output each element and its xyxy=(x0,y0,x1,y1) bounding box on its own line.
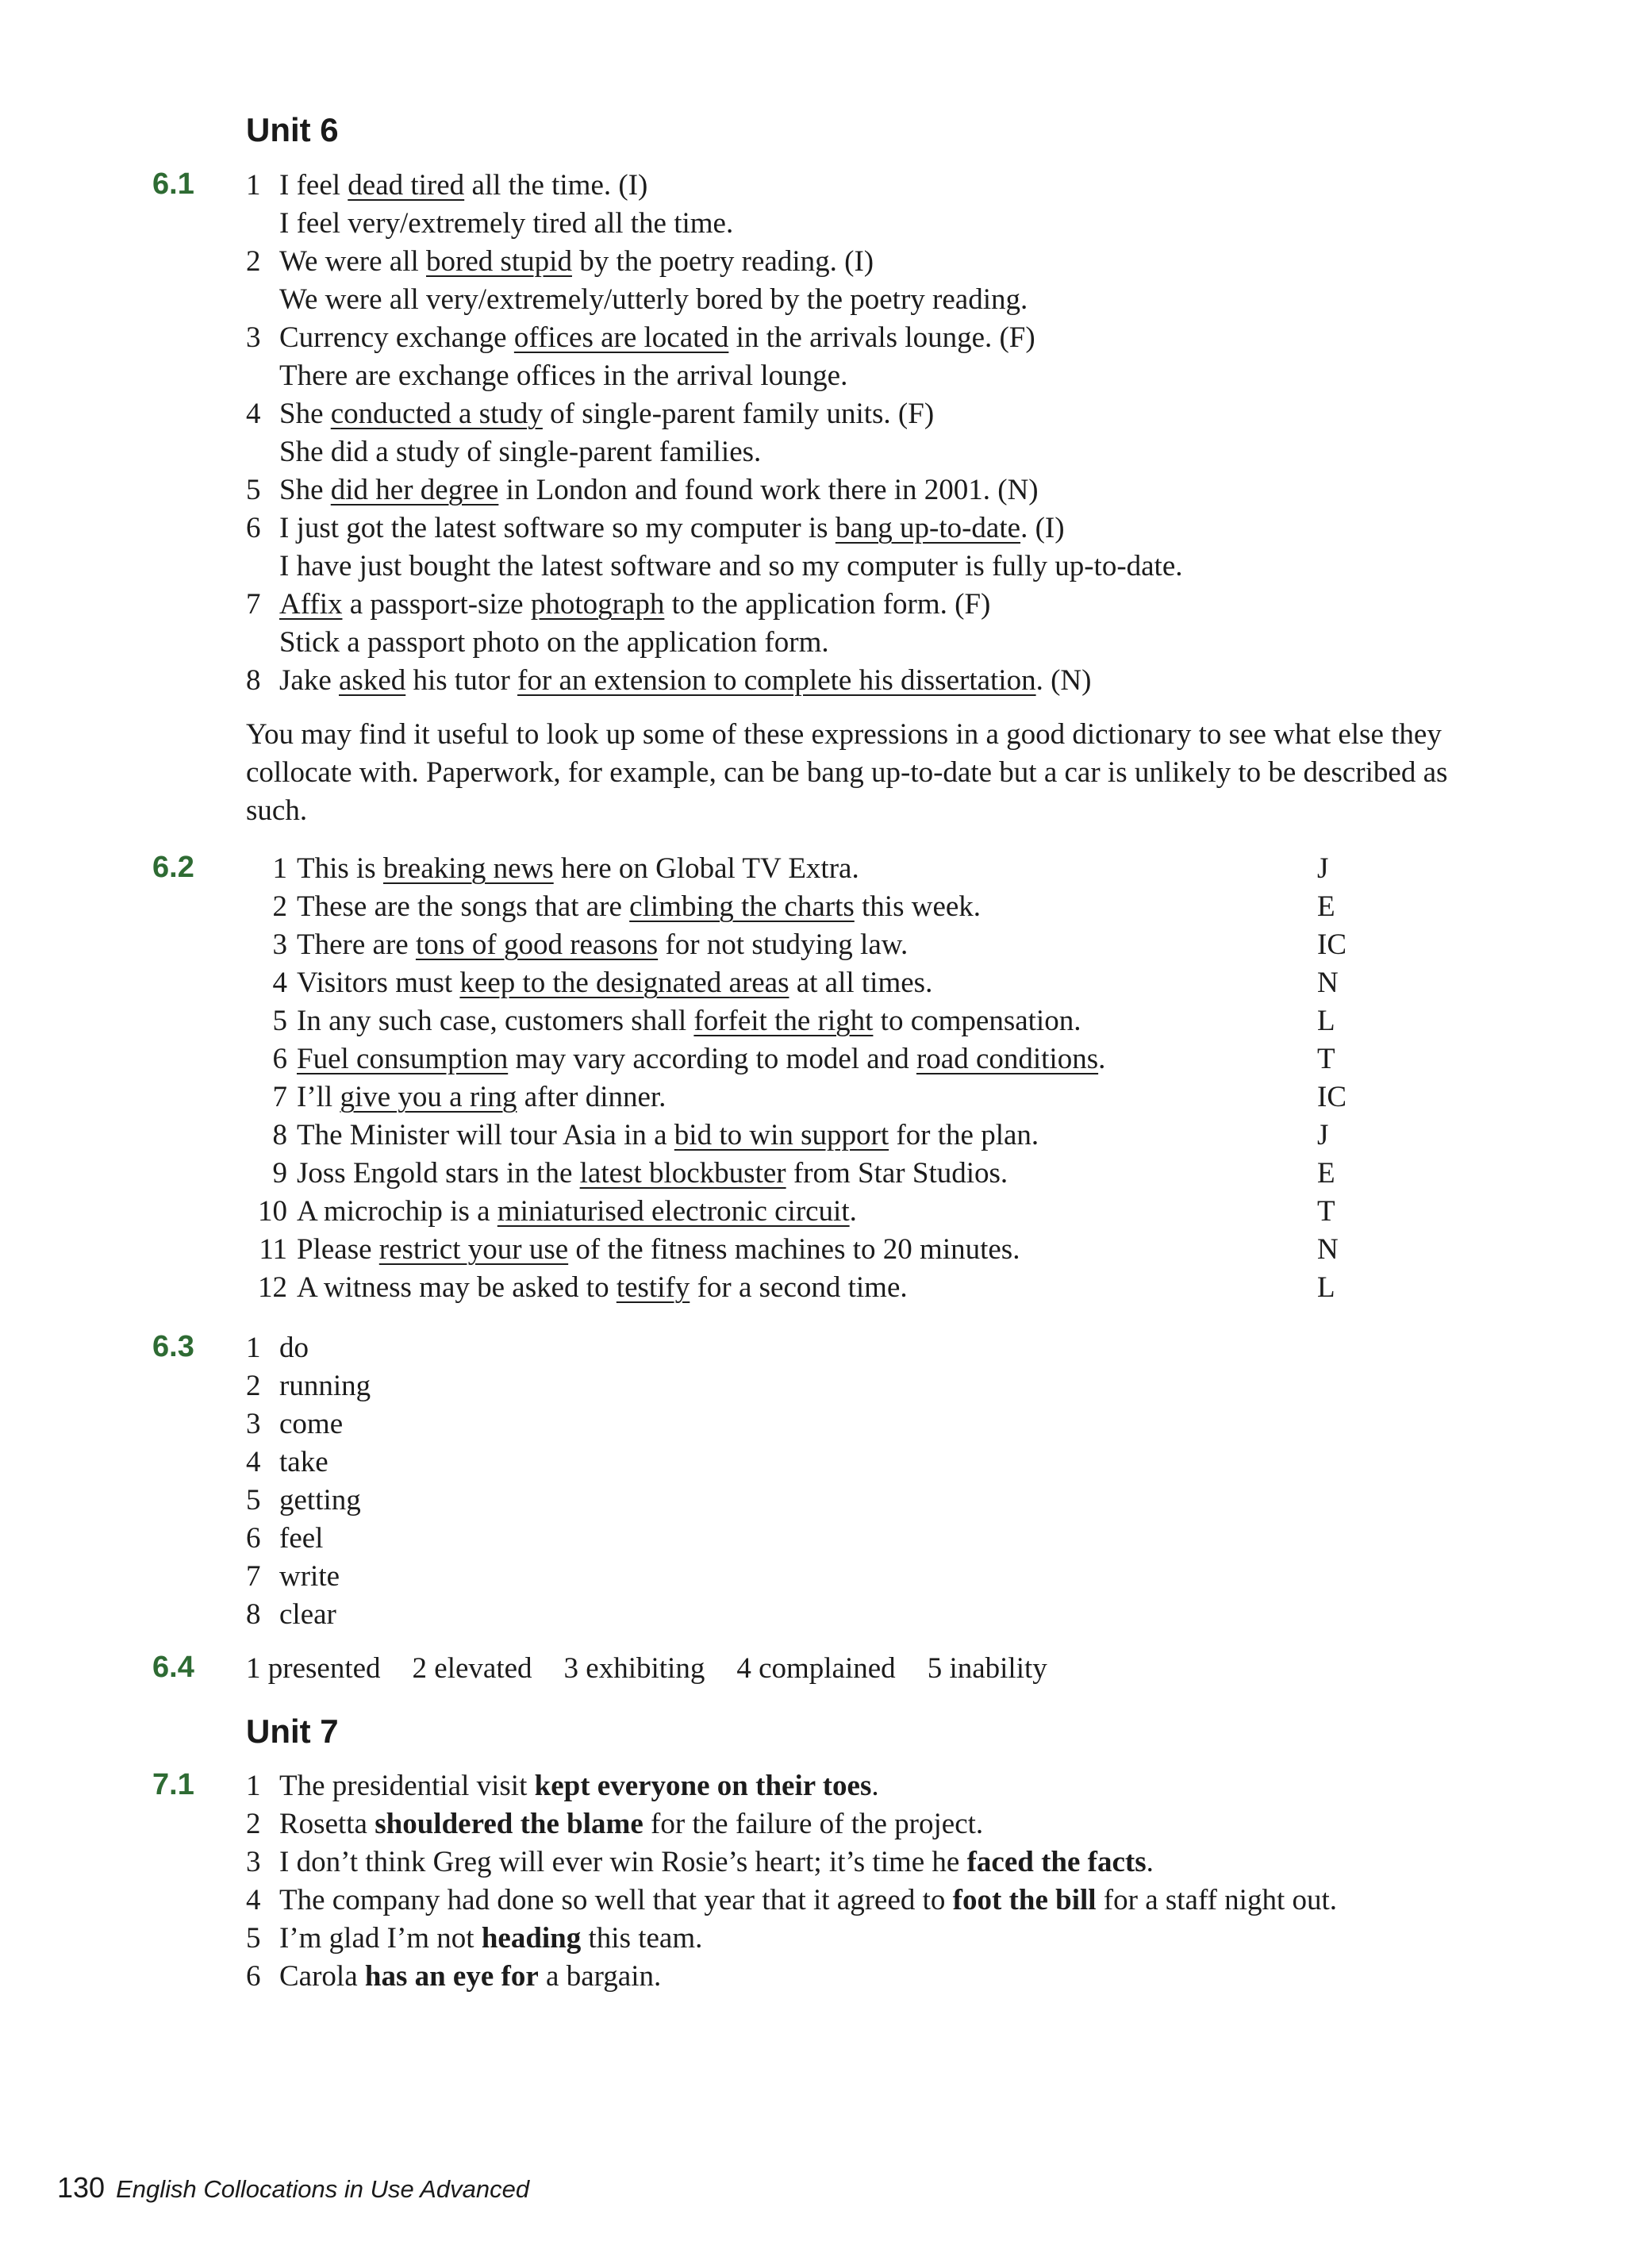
answer-6-2-5: 5 In any such case, customers shall forfeit the right to compensation. xyxy=(272,1005,1081,1037)
answer-6-2-8-code: J xyxy=(1317,1119,1329,1151)
answer-6-1-5: 5 She did her degree in London and found work there in 2001. (N) xyxy=(246,474,1039,506)
answer-6-1-7: 7 Affix a passport-size photograph to the application form. (F) xyxy=(246,588,991,621)
answer-6-1-3: 3 Currency exchange offices are located in the arrivals lounge. (F) xyxy=(246,321,1035,354)
answer-6-2-5-code: L xyxy=(1317,1005,1335,1037)
answer-6-2-12: 12 A witness may be asked to testify for a second time. xyxy=(258,1271,908,1304)
page-footer xyxy=(57,2171,529,2205)
book-title: English Collocations in Use Advanced xyxy=(116,2175,530,2203)
answer-6-3-4: 4 take xyxy=(246,1446,328,1478)
answer-6-4-4: 4 complained xyxy=(736,1652,896,1685)
answer-6-4-2: 2 elevated xyxy=(412,1652,532,1685)
section-7-1-number: 7.1 xyxy=(152,1768,194,1801)
answer-6-2-10: 10 A microchip is a miniaturised electronic circuit. xyxy=(258,1195,857,1228)
section-6-3-number: 6.3 xyxy=(152,1330,194,1363)
section-6-2-number: 6.2 xyxy=(152,851,194,884)
answer-6-1-1-rewrite: I feel very/extremely tired all the time. xyxy=(279,207,734,240)
answer-7-1-1: 1 The presidential visit kept everyone on their toes. xyxy=(246,1770,879,1802)
section-6-1-number: 6.1 xyxy=(152,167,194,201)
unit-6-heading: Unit 6 xyxy=(246,111,339,148)
answer-6-2-10-code: T xyxy=(1317,1195,1335,1228)
answer-7-1-6: 6 Carola has an eye for a bargain. xyxy=(246,1960,662,1993)
answer-6-2-11: 11 Please restrict your use of the fitness machines to 20 minutes. xyxy=(259,1233,1020,1266)
answer-6-2-12-code: L xyxy=(1317,1271,1335,1304)
section-6-1-note: You may find it useful to look up some of these expressions in a good dictionary to see what else they collocate with. Paperwork, for example, can be bang up-to-date but a car is unlikely to be described as such. xyxy=(246,718,1448,827)
answer-6-2-1: 1 This is breaking news here on Global TV Extra. xyxy=(272,852,859,885)
answer-6-1-6-rewrite: I have just bought the latest software and so my computer is fully up-to-date. xyxy=(279,550,1183,582)
unit-7-heading: Unit 7 xyxy=(246,1713,339,1750)
answer-6-4-1: 1 presented xyxy=(246,1652,381,1685)
answer-6-4-list xyxy=(246,1650,1047,1688)
answer-6-3-6: 6 feel xyxy=(246,1522,324,1555)
answer-6-1-6: 6 I just got the latest software so my computer is bang up-to-date. (I) xyxy=(246,512,1065,544)
answer-6-2-6: 6 Fuel consumption may vary according to model and road conditions. xyxy=(272,1043,1106,1075)
answer-6-2-6-code: T xyxy=(1317,1043,1335,1075)
answer-6-2-3: 3 There are tons of good reasons for not studying law. xyxy=(272,928,909,961)
page-number: 130 xyxy=(57,2171,106,2204)
answer-6-1-2: 2 We were all bored stupid by the poetry reading. (I) xyxy=(246,245,874,278)
answer-6-2-4-code: N xyxy=(1317,967,1339,999)
answer-6-4-5: 5 inability xyxy=(927,1652,1047,1685)
answer-7-1-5: 5 I’m glad I’m not heading this team. xyxy=(246,1922,703,1955)
answer-6-2-8: 8 The Minister will tour Asia in a bid to win support for the plan. xyxy=(272,1119,1039,1151)
answer-7-1-3: 3 I don’t think Greg will ever win Rosie’s heart; it’s time he faced the facts. xyxy=(246,1846,1154,1878)
answer-7-1-4: 4 The company had done so well that year that it agreed to foot the bill for a staff night out. xyxy=(246,1884,1338,1916)
answer-6-1-2-rewrite: We were all very/extremely/utterly bored by the poetry reading. xyxy=(279,283,1028,316)
answer-6-3-7: 7 write xyxy=(246,1560,340,1593)
answer-6-4-3: 3 exhibiting xyxy=(563,1652,705,1685)
answer-6-3-2: 2 running xyxy=(246,1370,371,1402)
answer-7-1-2: 2 Rosetta shouldered the blame for the failure of the project. xyxy=(246,1808,984,1840)
section-6-4-number: 6.4 xyxy=(152,1651,194,1684)
answer-6-2-4: 4 Visitors must keep to the designated areas at all times. xyxy=(272,967,933,999)
answer-6-1-1: 1 I feel dead tired all the time. (I) xyxy=(246,169,648,202)
answer-6-2-7: 7 I’ll give you a ring after dinner. xyxy=(272,1081,667,1113)
answer-6-2-9: 9 Joss Engold stars in the latest blockbuster from Star Studios. xyxy=(272,1157,1008,1190)
answer-6-1-4-rewrite: She did a study of single-parent families. xyxy=(279,436,762,468)
answer-6-3-8: 8 clear xyxy=(246,1598,336,1631)
answer-6-2-2: 2 These are the songs that are climbing the charts this week. xyxy=(272,890,982,923)
answer-6-2-9-code: E xyxy=(1317,1157,1335,1190)
answer-6-2-2-code: E xyxy=(1317,890,1335,923)
answer-6-2-7-code: IC xyxy=(1317,1081,1346,1113)
answer-6-2-1-code: J xyxy=(1317,852,1329,885)
answer-6-2-11-code: N xyxy=(1317,1233,1339,1266)
answer-6-1-4: 4 She conducted a study of single-parent family units. (F) xyxy=(246,398,935,430)
answer-6-1-7-rewrite: Stick a passport photo on the application form. xyxy=(279,626,829,659)
answer-6-3-3: 3 come xyxy=(246,1408,344,1440)
answer-6-3-5: 5 getting xyxy=(246,1484,361,1516)
answer-6-2-3-code: IC xyxy=(1317,928,1346,961)
answer-6-1-8: 8 Jake asked his tutor for an extension to complete his dissertation. (N) xyxy=(246,664,1092,697)
answer-6-1-3-rewrite: There are exchange offices in the arrival lounge. xyxy=(279,359,848,392)
answer-6-3-1: 1 do xyxy=(246,1332,309,1364)
